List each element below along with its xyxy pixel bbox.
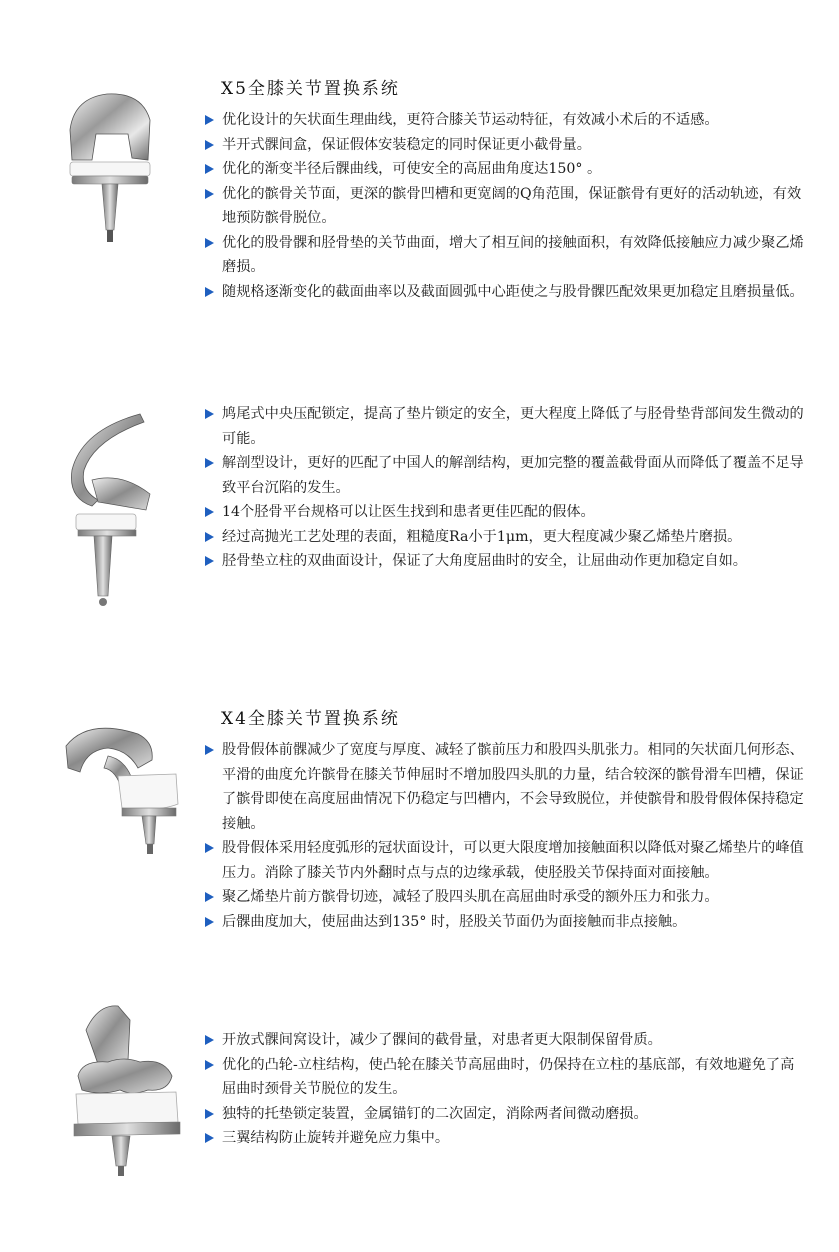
bullet-arrow-icon bbox=[205, 189, 214, 199]
list-item: 优化的髌骨关节面，更深的髌骨凹槽和更宽阔的Q角范围，保证髌骨有更好的活动轨迹，有效地预防髌骨脱位。 bbox=[205, 182, 805, 231]
bullet-arrow-icon bbox=[205, 238, 214, 248]
list-item: 股骨假体采用轻度弧形的冠状面设计，可以更大限度增加接触面积以降低对聚乙烯垫片的峰值压力。消除了膝关节内外翻时点与点的边缘承载，使胫股关节保持面对面接触。 bbox=[205, 836, 805, 885]
bullet-arrow-icon bbox=[205, 1060, 214, 1070]
list-item: 独特的托垫锁定装置，金属锚钉的二次固定，消除两者间微动磨损。 bbox=[205, 1102, 805, 1127]
bullet-arrow-icon bbox=[205, 409, 214, 419]
knee-implant-posterior-stabilized-icon bbox=[68, 1000, 188, 1180]
list-item: 鸠尾式中央压配锁定，提高了垫片锁定的安全，更大程度上降低了与胫骨垫背部间发生微动的可能。 bbox=[205, 402, 805, 451]
knee-implant-femoral-tibial-icon bbox=[62, 90, 162, 250]
list-item: 三翼结构防止旋转并避免应力集中。 bbox=[205, 1126, 805, 1151]
section-x5 bbox=[0, 0, 839, 340]
bullet-arrow-icon bbox=[205, 115, 214, 125]
bullet-arrow-icon bbox=[205, 164, 214, 174]
list-item: 经过高抛光工艺处理的表面，粗糙度Ra小于1μm，更大程度减少聚乙烯垫片磨损。 bbox=[205, 525, 805, 550]
list-item: 开放式髁间窝设计，减少了髁间的截骨量，对患者更大限制保留骨质。 bbox=[205, 1028, 805, 1053]
list-item: 解剖型设计，更好的匹配了中国人的解剖结构，更加完整的覆盖截骨面从而降低了覆盖不足导致平台沉陷的发生。 bbox=[205, 451, 805, 500]
feature-list bbox=[205, 402, 805, 574]
bullet-arrow-icon bbox=[205, 843, 214, 853]
list-item: 半开式髁间盒，保证假体安装稳定的同时保证更小截骨量。 bbox=[205, 133, 805, 158]
list-item: 胫骨垫立柱的双曲面设计，保证了大角度屈曲时的安全，让屈曲动作更加稳定自如。 bbox=[205, 549, 805, 574]
bullet-arrow-icon bbox=[205, 140, 214, 150]
bullet-arrow-icon bbox=[205, 1035, 214, 1045]
list-item: 优化的股骨髁和胫骨垫的关节曲面，增大了相互间的接触面积，有效降低接触应力减少聚乙烯磨损。 bbox=[205, 231, 805, 280]
list-item: 股骨假体前髁减少了宽度与厚度、减轻了髌前压力和股四头肌张力。相同的矢状面几何形态、平滑的曲度允许髌骨在膝关节伸屈时不增加股四头肌的力量，结合较深的髌骨滑车凹槽，保证了髌骨即使在高度屈曲情况下仍稳定与凹槽内，不会导致脱位，并使髌骨和股骨假体保持稳定接触。 bbox=[205, 738, 805, 836]
list-item: 聚乙烯垫片前方髌骨切迹，减轻了股四头肌在高屈曲时承受的额外压力和张力。 bbox=[205, 885, 805, 910]
knee-implant-oblique-icon bbox=[58, 716, 188, 856]
section-title: X5全膝关节置换系统 bbox=[221, 79, 400, 99]
feature-list bbox=[205, 108, 805, 304]
list-item: 优化的渐变半径后髁曲线，可使安全的高屈曲角度达150° 。 bbox=[205, 157, 805, 182]
feature-list bbox=[205, 738, 805, 934]
bullet-arrow-icon bbox=[205, 458, 214, 468]
bullet-arrow-icon bbox=[205, 532, 214, 542]
list-item: 优化的凸轮-立柱结构，使凸轮在膝关节高屈曲时，仍保持在立柱的基底部，有效地避免了高屈曲时颈骨关节脱位的发生。 bbox=[205, 1053, 805, 1102]
section-x5-tibial bbox=[0, 380, 839, 640]
list-item: 后髁曲度加大，使屈曲达到135° 时，胫股关节面仍为面接触而非点接触。 bbox=[205, 910, 805, 935]
bullet-arrow-icon bbox=[205, 917, 214, 927]
bullet-arrow-icon bbox=[205, 1109, 214, 1119]
feature-list bbox=[205, 1028, 805, 1151]
section-x4 bbox=[0, 690, 839, 970]
bullet-arrow-icon bbox=[205, 556, 214, 566]
list-item: 优化设计的矢状面生理曲线，更符合膝关节运动特征，有效减小术后的不适感。 bbox=[205, 108, 805, 133]
section-x4-ps bbox=[0, 990, 839, 1220]
bullet-arrow-icon bbox=[205, 1133, 214, 1143]
list-item: 14个胫骨平台规格可以让医生找到和患者更佳匹配的假体。 bbox=[205, 500, 805, 525]
knee-implant-side-view-icon bbox=[62, 410, 162, 610]
bullet-arrow-icon bbox=[205, 287, 214, 297]
section-title: X4全膝关节置换系统 bbox=[221, 709, 400, 729]
bullet-arrow-icon bbox=[205, 745, 214, 755]
list-item: 随规格逐渐变化的截面曲率以及截面圆弧中心距使之与股骨髁匹配效果更加稳定且磨损量低。 bbox=[205, 280, 805, 305]
bullet-arrow-icon bbox=[205, 507, 214, 517]
bullet-arrow-icon bbox=[205, 892, 214, 902]
